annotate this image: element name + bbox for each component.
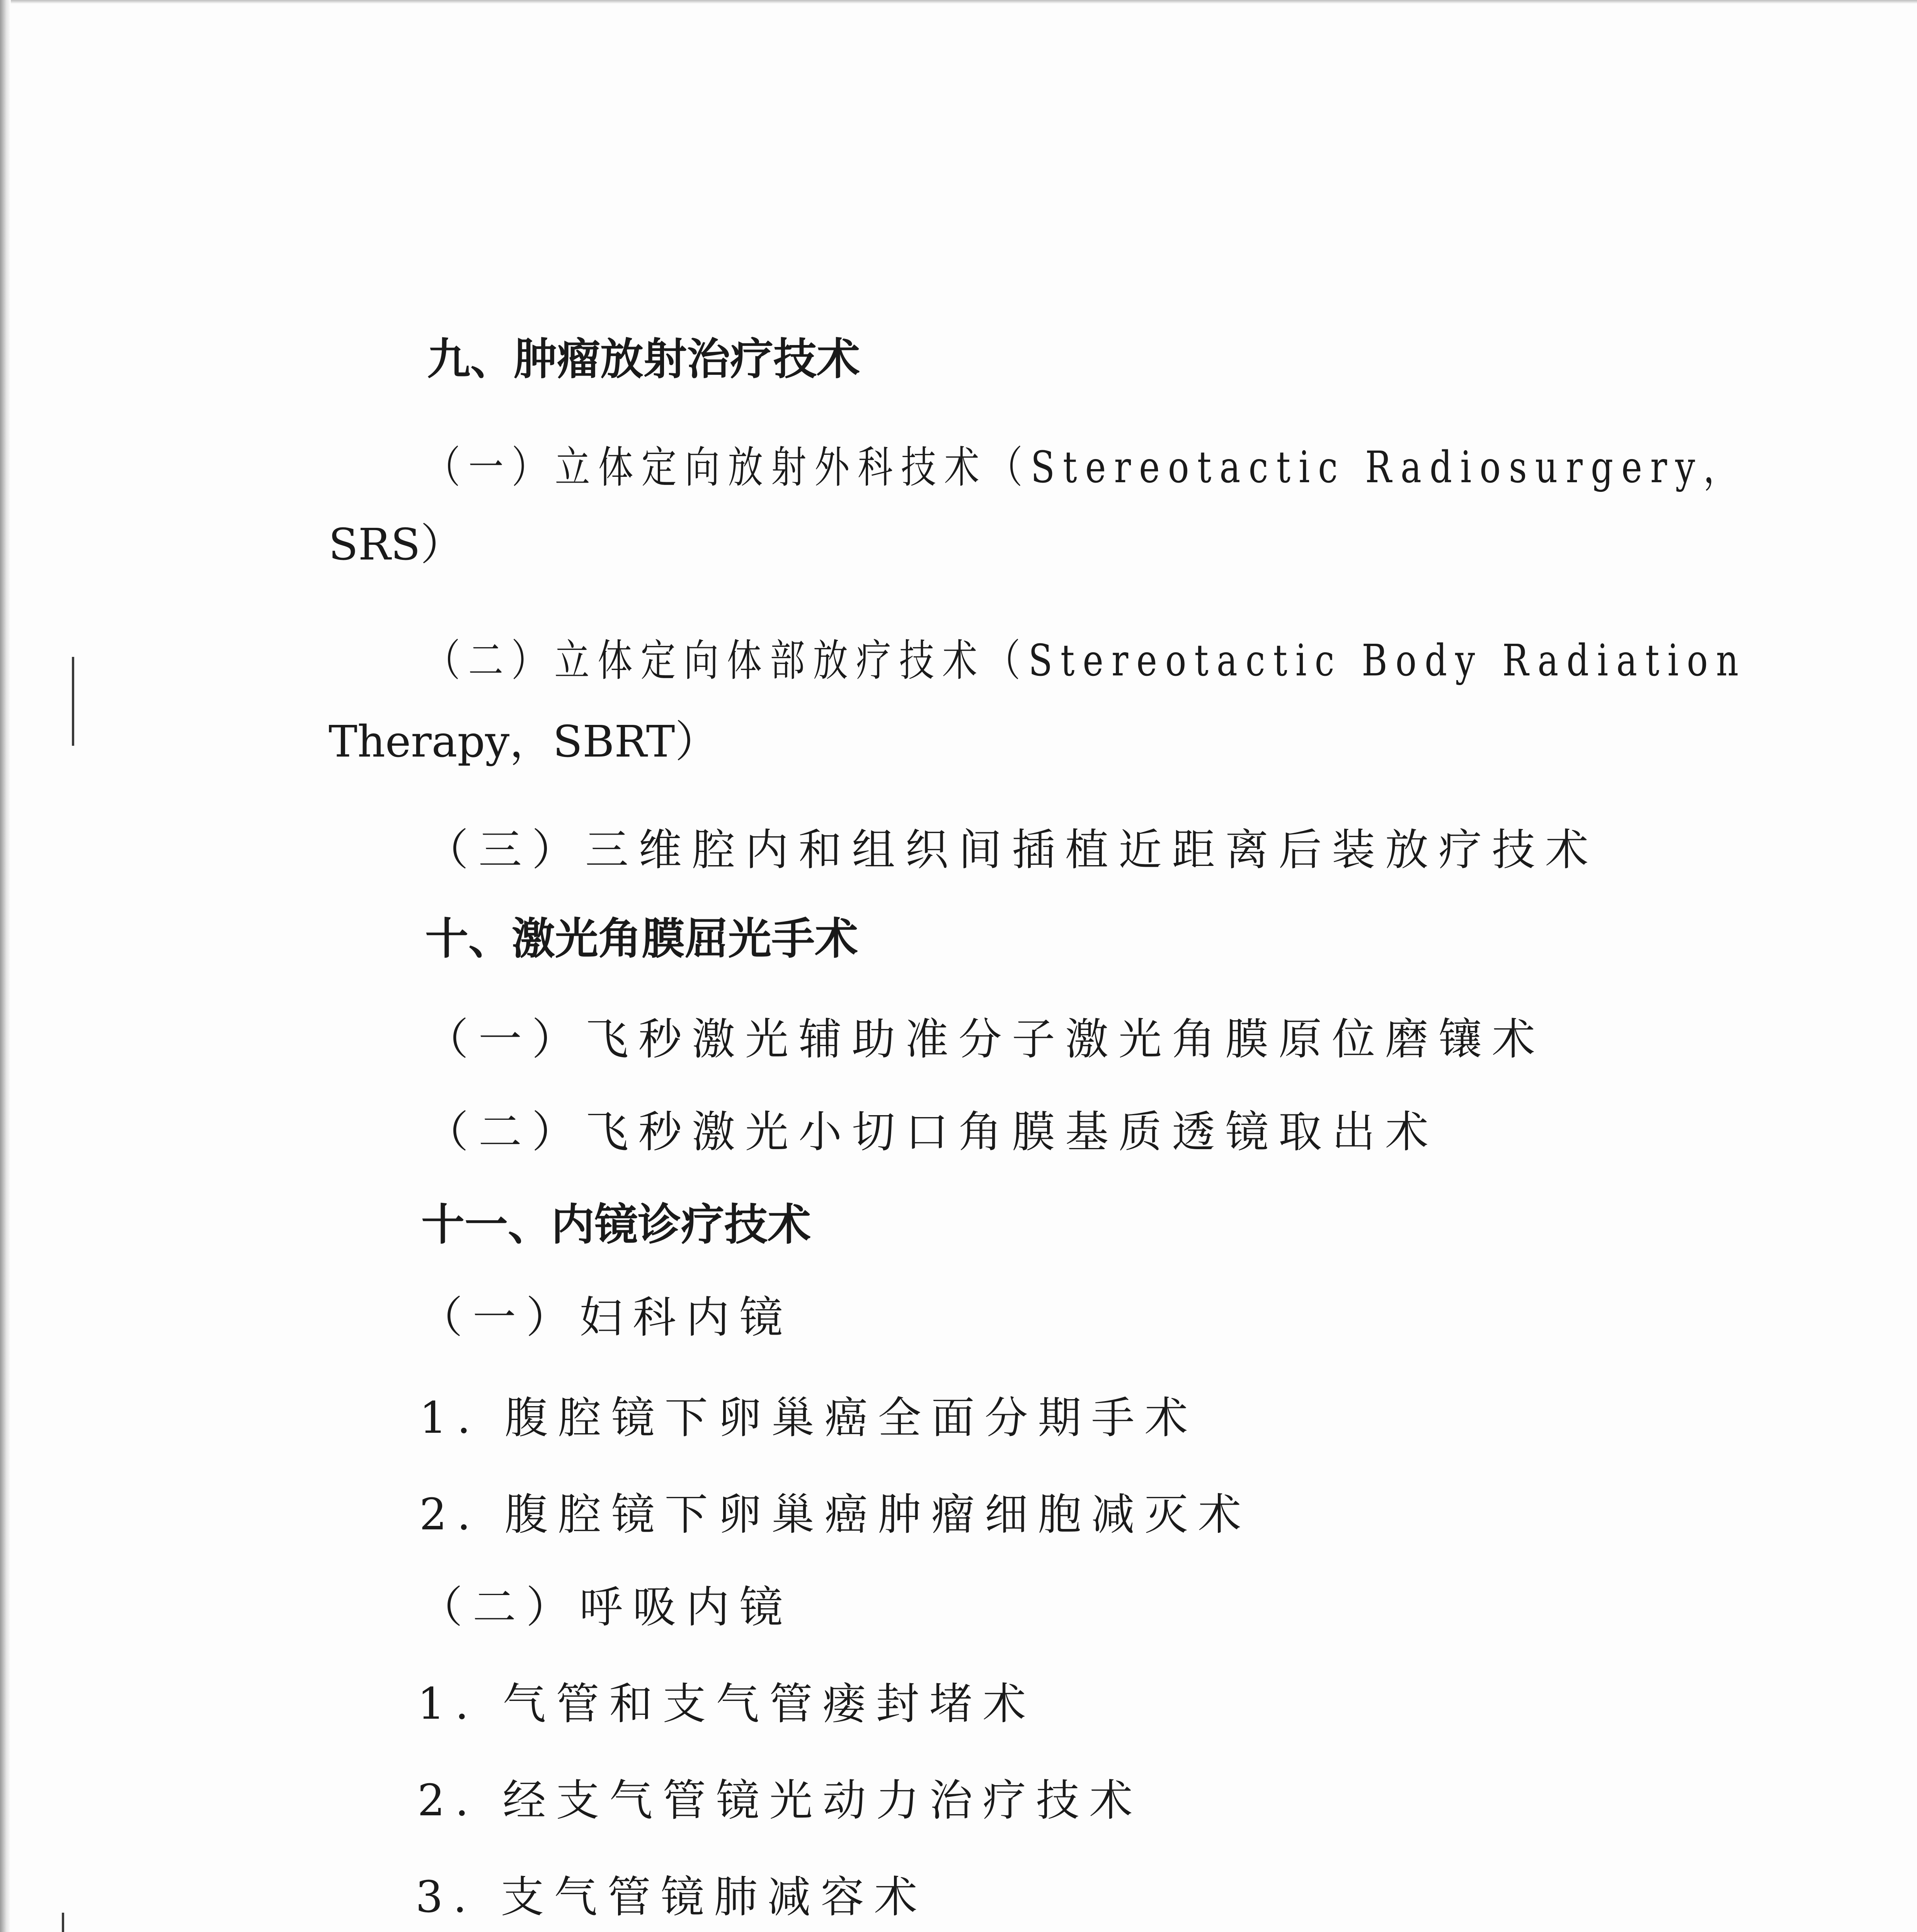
section-10-heading: 十、激光角膜屈光手术 [425,914,858,964]
section-9-item-1-line-1: （一）立体定向放射外科技术（Stereotactic Radiosurgery， [425,442,1747,493]
section-9-item-2-line-2: Therapy，SBRT） [329,717,718,767]
section-10-item-2: （二）飞秒激光小切口角膜基质透镜取出术 [425,1107,1439,1157]
list-item: 1. 气管和支气管瘘封堵术 [417,1679,1036,1729]
section-9-heading: 九、肿瘤放射治疗技术 [427,334,860,384]
list-item: 2. 经支气管镜光动力治疗技术 [417,1776,1143,1826]
section-10-item-1: （一）飞秒激光辅助准分子激光角膜原位磨镶术 [425,1014,1545,1065]
section-9-item-1-line-2: SRS） [329,520,464,570]
list-item: 1. 腹腔镜下卵巢癌全面分期手术 [419,1393,1198,1443]
gynecology-endoscopy-title: （一）妇科内镜 [419,1293,793,1343]
list-item: 2. 腹腔镜下卵巢癌肿瘤细胞减灭术 [419,1490,1251,1540]
section-9-item-2-line-1: （二）立体定向体部放疗技术（Stereotactic Body Radiation [425,636,1747,686]
section-9-item-3: （三）三维腔内和组织间插植近距离后装放疗技术 [425,825,1599,875]
respiratory-endoscopy-title: （二）呼吸内镜 [419,1582,793,1633]
list-item: 3. 支气管镜肺减容术 [415,1872,928,1922]
section-11-heading: 十一、内镜诊疗技术 [421,1200,811,1250]
